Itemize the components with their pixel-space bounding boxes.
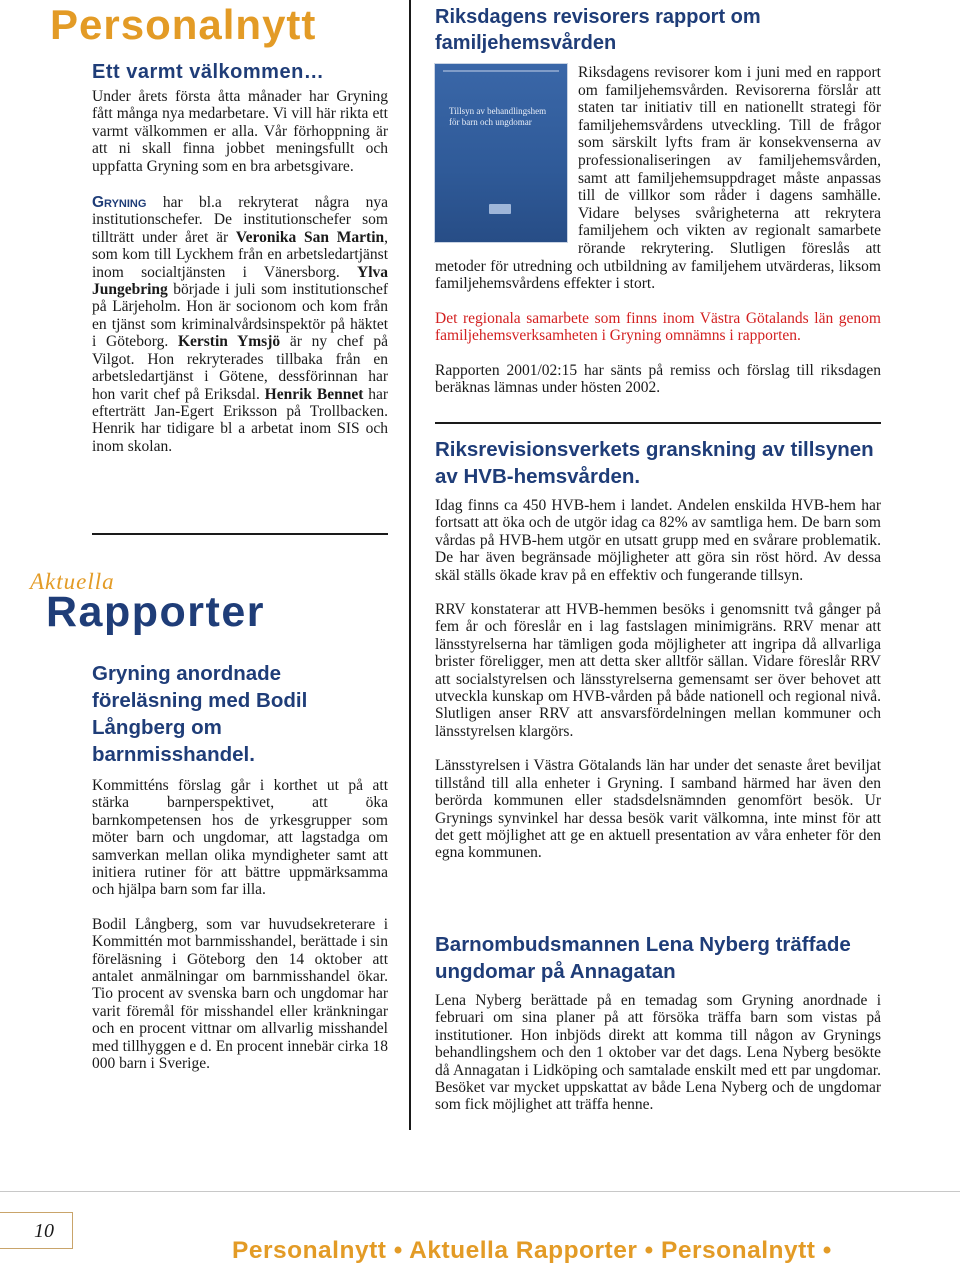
barnombud-p1: Lena Nyberg berättade på en temadag som Gryning anordnade i februari om sina planer på att försöka träffa barn som vistas på institutioner. Hon inbjöds direkt att komma till någon av Grynings behandlingshem och den 1 oktober var det dags. Lena Nyberg besökte då Annagatan i Lidköping och samtalade enskilt med ett par ungdomar. Besöket var mycket uppskattat av både Lena Nyberg och de ungdomar som fick möjlighet att träffa henne. <box>435 992 881 1114</box>
riksdag-article <box>435 4 881 56</box>
welcome-section <box>92 60 388 455</box>
welcome-intro: Under årets första åtta månader har Gryning fått många nya medarbetare. Vi vill här rikta ett varmt välkommen er alla. Vår förhoppning är att ni skall finna jobbet meningsfullt och uppfatta Gryning som en bra arbetsgivare. <box>92 88 388 175</box>
lecture-article <box>92 660 388 1073</box>
lecture-p2: Bodil Långberg, som var huvudsekreterare i Kommittén mot barnmisshandel, berättade i sin föreläsning i Göteborg den 14 oktober att antalet anmälningar om barnmisshandel ökar. Tio procent av svenska barn och ungdomar har varit föremål för misshandel eller kränkningar och en procent vittnar om allvarlig misshandel med tillhyggen e d. En procent innebär cirka 18 000 barn i Sverige. <box>92 915 388 1073</box>
lecture-heading: Gryning anordnade föreläsning med Bodil Långberg om barnmisshandel. <box>92 662 308 766</box>
rrv-p1: Idag finns ca 450 HVB-hem i landet. Andelen enskilda HVB-hem har fortsatt att öka och de utgör idag ca 82% av samtliga hem. De barn som vårdas på HVB-hem utgör en utsatt grupp med en svårare problematik. De har även begränsade möjligheter att göra sin röst hörd. Av dessa skäl ställs ökade krav på en effektiv och fungerande tillsyn. <box>435 497 881 584</box>
rrv-p2: RRV konstaterar att HVB-hemmen besöks i genomsnitt två gånger på fem år och föreslår en i lag fastslagen minimigräns. RRV menar att länsstyrelserna har tämligen goda möjligheter att ingripa då allvarliga brister föreligger, men att detta sker alltför sällan. Vidare föreslår RRV att socialstyrelsen och länsstyrelserna gemensamt ser över behovet att utveckla kunskap om HVB-vården på både nationell och regional nivå. Slutligen anser RRV att ansvarsfördelningen mellan kommuner och länsstyrelsen klargörs. <box>435 601 881 740</box>
report-cover-title: Tillsyn av behandlingshem för barn och ungdomar <box>449 106 547 127</box>
name-ylva: Ylva Jungebring <box>92 263 388 299</box>
welcome-heading: Ett varmt välkommen… <box>92 61 325 83</box>
name-henrik: Henrik Bennet <box>264 385 364 403</box>
lecture-p1: Kommitténs förslag går i korthet ut på att stärka barnperspektivet, att öka barnkompetensen hos de yrkesgrupper som möter barn och ungdomar, att lagstadga om samverkan mellan olika myndigheter samt att initiera rutiner för att bättre uppmärksamma och hjälpa barn som far illa. <box>92 777 388 899</box>
riksdag-p1: Riksdagens revisorer kom i juni med en rapport om familjehemsvården. Revisorerna förslår att staten tar initiativ till en nationellt strategi för familjehemsvårdens utveckling. Till de frågor som särskilt lyfts fram är konsekvenserna av professionaliseringen av familjehemsvården, samt att familjehemsuppdraget måste anpassas till de villkor som råder i dagens samhälle. Vidare belyses svårigheterna att rekrytera familjehem och vikten av regionalt samarbete rörande rekrytering. Slutligen föreslås att metoder för utredning och utbildning av familjehem utvärderas, liksom familjehemsvårdens effekter i stort. <box>435 64 881 293</box>
welcome-new-managers: Gryning har bl.a rekryterat några nya institutionschefer. De institutionschefer som tillträtt under året är Veronika San Martin, som kom till Lyckhem från en arbetsledartjänst inom socialtjänsten i Vänersborg. Ylva Jungebring började i juli som institutionschef på Lärjeholm. Hon är socionom och kom från en tjänst som kriminalvårdsinspektör på häktet i Göteborg. Kerstin Ymsjö är ny chef på Vilgot. Hon rekryterades tillbaka från en arbetsledartjänst i Götene, dessförinnan har hon varit chef på Eriksdal. Henrik Bennet har efterträtt Jan-Egert Eriksson på Trollbacken. Henrik har tidigare bl a arbetat inom SIS och inom skolan. <box>92 194 389 455</box>
riksdag-p2: Det regionala samarbete som finns inom Västra Götalands län genom familjehemsverksamheten i Gryning omnämns i rapporten. <box>435 309 881 345</box>
riksdag-body <box>435 64 881 396</box>
barnombud-article <box>435 931 881 1114</box>
section-kicker: Aktuella <box>30 569 115 594</box>
name-veronika: Veronika San Martin <box>235 228 385 246</box>
page-number-box <box>0 1212 73 1249</box>
riksdag-heading: Riksdagens revisorers rapport om familjehemsvården <box>435 6 761 54</box>
masthead: Personalnytt <box>50 1 317 48</box>
footer-top-rule <box>0 1191 960 1192</box>
riksdag-p3: Rapporten 2001/02:15 har sänts på remiss och förslag till riksdagen beräknas lämnas under hösten 2002. <box>435 361 881 396</box>
barnombud-heading: Barnombudsmannen Lena Nyberg träffade ungdomar på Annagatan <box>435 933 851 983</box>
running-footer: Personalnytt • Aktuella Rapporter • Personalnytt • <box>232 1237 832 1264</box>
column-separator <box>409 0 411 1130</box>
rrv-p3: Länsstyrelsen i Västra Götalands län har under det senaste året beviljat tillstånd till alla enheter i Gryning. I samband härmed har även den berörda kommunen eller stadsdelsnämnden genomfört besök. Ur Grynings synvinkel har dessa besök varit välkomna, inte minst för att det gett möjlighet att ge en aktuell presentation av våra enheter för den egna kommunen. <box>435 757 881 862</box>
name-kerstin: Kerstin Ymsjö <box>177 333 281 351</box>
section-title: Rapporter <box>46 588 265 636</box>
rrv-heading: Riksrevisionsverkets granskning av tillsynen av HVB-hemsvården. <box>435 438 874 488</box>
left-divider <box>92 533 388 535</box>
right-divider <box>435 422 881 424</box>
gryning-brand: Gryning <box>92 194 147 212</box>
page-number: 10 <box>34 1220 54 1242</box>
rrv-article <box>435 436 881 862</box>
